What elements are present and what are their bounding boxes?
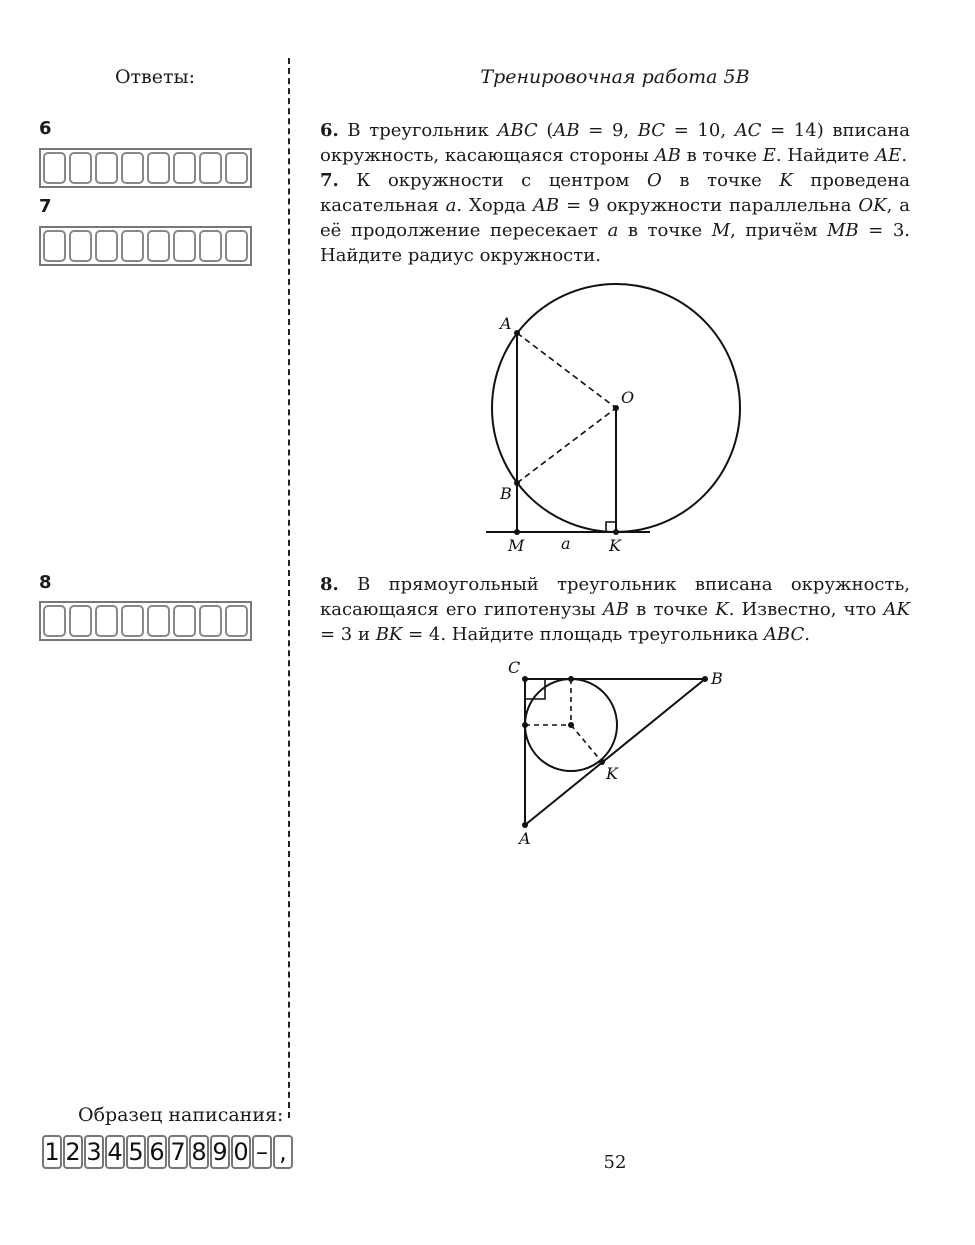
answer-cell[interactable] (199, 230, 222, 262)
answer-cell[interactable] (69, 605, 92, 637)
fig7-dashed-ob (517, 408, 616, 483)
sample-char: 7 (168, 1135, 188, 1169)
answer-cell[interactable] (43, 152, 66, 184)
answer-cell[interactable] (95, 152, 118, 184)
sample-char: 3 (84, 1135, 104, 1169)
answer-cell[interactable] (121, 152, 144, 184)
sample-char: 1 (42, 1135, 62, 1169)
fig7-label-a-line: a (561, 534, 571, 553)
work-title: Тренировочная работа 5В (480, 66, 750, 88)
answer-cell[interactable] (69, 230, 92, 262)
sample-char: 0 (231, 1135, 251, 1169)
fig8-hypotenuse (525, 679, 705, 825)
problem-6-7-text (320, 118, 910, 268)
sample-char: 8 (189, 1135, 209, 1169)
answer-cell[interactable] (121, 230, 144, 262)
answer-cell[interactable] (147, 230, 170, 262)
answer-cell[interactable] (43, 605, 66, 637)
fig7-label-a: A (500, 314, 512, 333)
fig7-dashed-oa (517, 333, 616, 408)
fig7-label-b: B (500, 484, 512, 503)
answer-cell[interactable] (95, 230, 118, 262)
answer-6-boxes[interactable] (39, 148, 252, 188)
sample-char: 5 (126, 1135, 146, 1169)
fig7-label-o: O (621, 388, 635, 407)
page-number: 52 (603, 1152, 627, 1173)
fig7-label-k: K (609, 536, 621, 555)
answer-cell[interactable] (199, 152, 222, 184)
fig8-label-b: B (711, 669, 723, 688)
sample-char: 9 (210, 1135, 230, 1169)
problem-8: 8. В прямоугольный треугольник вписана окружность, касающаяся его гипотенузы AB в точке K. Известно, что AK = 3 и BK = 4. Найдите площадь треугольника ABC. (320, 574, 910, 645)
answer-cell[interactable] (225, 605, 248, 637)
problem-6: 6. В треугольник ABC (AB = 9, BC = 10, AC = 14) вписана окружность, касающаяся стороны AB в точке E. Найдите AE. (320, 120, 911, 166)
answer-cell[interactable] (173, 152, 196, 184)
fig8-label-k: K (606, 764, 618, 783)
sample-char: 6 (147, 1135, 167, 1169)
answer-cell[interactable] (147, 152, 170, 184)
fig8-radius-k (571, 725, 602, 762)
fig8-point-b (702, 676, 708, 682)
fig7-point-a (514, 330, 520, 336)
answer-cell[interactable] (173, 605, 196, 637)
sample-label: Образец написания: (78, 1104, 284, 1126)
answers-title: Ответы: (114, 66, 196, 88)
fig7-label-m: M (508, 536, 525, 555)
fig8-point-top (568, 676, 574, 682)
answer-cell[interactable] (69, 152, 92, 184)
fig8-point-c (522, 676, 528, 682)
sample-char: – (252, 1135, 272, 1169)
answer-6-number: 6 (39, 118, 52, 139)
figure-8 (495, 655, 735, 855)
answer-cell[interactable] (147, 605, 170, 637)
fig7-point-m (514, 529, 520, 535)
sample-char: , (273, 1135, 293, 1169)
fig8-point-center (568, 722, 574, 728)
answer-cell[interactable] (173, 230, 196, 262)
problem-7: 7. К окружности с центром O в точке K проведена касательная a. Хорда AB = 9 окружности параллельна OK, а её продолжение пересекает a в точке M, причём MB = 3. Найдите радиус окружности. (320, 170, 911, 266)
fig7-point-b (514, 480, 520, 486)
answer-cell[interactable] (199, 605, 222, 637)
sample-digits (42, 1135, 293, 1169)
answer-cell[interactable] (225, 230, 248, 262)
fig8-point-a (522, 822, 528, 828)
fig8-label-a: A (519, 829, 531, 848)
fig7-point-o (613, 405, 619, 411)
figure-7 (470, 280, 760, 560)
sample-char: 2 (63, 1135, 83, 1169)
fig7-point-k (613, 529, 619, 535)
sample-char: 4 (105, 1135, 125, 1169)
fig8-point-k (599, 759, 605, 765)
answer-8-number: 8 (39, 572, 52, 593)
column-divider (288, 58, 290, 1118)
answer-7-number: 7 (39, 196, 52, 217)
answer-cell[interactable] (225, 152, 248, 184)
answer-8-boxes[interactable] (39, 601, 252, 641)
answer-cell[interactable] (43, 230, 66, 262)
answer-cell[interactable] (121, 605, 144, 637)
fig8-point-left (522, 722, 528, 728)
answer-7-boxes[interactable] (39, 226, 252, 266)
answer-cell[interactable] (95, 605, 118, 637)
fig8-label-c: C (508, 658, 521, 677)
